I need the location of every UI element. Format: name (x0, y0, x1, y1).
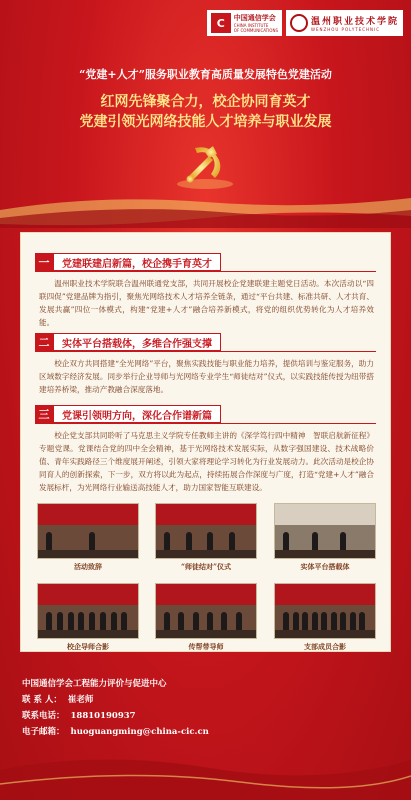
photo-person (164, 532, 170, 550)
photo-person (359, 612, 365, 630)
photo-person (178, 612, 184, 630)
photo-platform (274, 503, 376, 559)
section-2-title: 实体平台搭载体，多维合作强支撑 (53, 333, 221, 351)
photo-person (46, 612, 52, 630)
contact-footer (22, 676, 209, 740)
section-2-number: 二 (35, 333, 53, 351)
photo-person (89, 612, 95, 630)
photo-person (221, 612, 227, 630)
photo-branch-group (274, 583, 376, 639)
photo-person (78, 612, 84, 630)
photo-caption-3: 实体平台搭载体 (300, 562, 350, 571)
photo-mentors-group (37, 583, 139, 639)
party-emblem-icon (175, 140, 235, 190)
photo-person (100, 612, 106, 630)
section-1-divider (35, 271, 376, 272)
photo-caption-4: 校企导师合影 (67, 642, 109, 651)
contact-value: 崔老师 (67, 695, 94, 705)
photo-person (283, 532, 289, 550)
phone-value[interactable]: 18810190937 (70, 711, 136, 721)
photo-person (293, 612, 299, 630)
photo-person (340, 532, 346, 550)
email-label: 电子邮箱： (22, 727, 65, 737)
wzpt-logo-cn: 温州职业技术学院 (310, 17, 399, 27)
headline (0, 92, 411, 132)
wzpt-seal-icon (290, 14, 308, 32)
photo-person (186, 532, 192, 550)
ccic-logo-cn: 中国通信学会 (233, 14, 276, 22)
photo-person (229, 532, 235, 550)
photo-person (207, 532, 213, 550)
email-value[interactable]: huoguangming@china-cic.cn (70, 727, 209, 737)
photo-person (312, 612, 318, 630)
ccic-mark-icon: C (211, 13, 231, 33)
section-2-divider (35, 351, 376, 352)
section-3-number: 三 (35, 405, 53, 423)
photo-caption-5: 传帮带导师 (188, 642, 224, 651)
photo-person (207, 612, 213, 630)
section-2-header (35, 333, 221, 351)
ccic-logo-en-1: CHINA INSTITUTE (233, 23, 269, 28)
photo-caption-2: “师徒结对”仪式 (180, 562, 232, 571)
headline-line-1: 红网先锋聚合力，校企协同育英才 (100, 94, 311, 110)
photo-person (57, 612, 63, 630)
photo-person (340, 612, 346, 630)
photo-person (302, 612, 308, 630)
section-3-divider (35, 423, 376, 424)
contact-label: 联 系 人： (22, 695, 62, 705)
photo-person (193, 612, 199, 630)
photo-person (68, 612, 74, 630)
section-1-header (35, 253, 221, 271)
header-logos (207, 10, 403, 36)
section-1-number: 一 (35, 253, 53, 271)
phone-label: 联系电话： (22, 711, 65, 721)
photo-person (236, 612, 242, 630)
ccic-logo (207, 10, 282, 36)
photo-person (111, 612, 117, 630)
section-3-header (35, 405, 221, 423)
footer-decor-wave (0, 740, 411, 800)
photo-person (283, 612, 289, 630)
photo-person (121, 612, 127, 630)
photo-speech (37, 503, 139, 559)
photo-person (46, 532, 52, 550)
photo-person (89, 532, 95, 550)
section-3-text: 校企党支部共同聆听了马克思主义学院专任教师主讲的《深学笃行四中精神 智联启航新征程》专题党课。党课结合党的四中全会精神，基于光网络技术发展实际，从数字强国建设、技术战略价值、青年实践路径三个维度展开阐述，引领大家将理论学习转化为行业发展动力。此次活动是校企协同育人的创新探索，下一步，双方将以此为起点，持续拓展合作深度与广度，打造“党建+人才”融合发展标杆，为光网络行业输送高技能人才，助力国家智能互联建设。 (39, 431, 374, 492)
wzpt-logo-en: WENZHOU POLYTECHNIC (310, 27, 380, 32)
section-3-title: 党课引领明方向，深化合作谱新篇 (53, 405, 221, 423)
photo-person (312, 532, 318, 550)
footer-org: 中国通信学会工程能力评价与促进中心 (22, 679, 167, 689)
headline-line-2: 党建引领光网络技能人才培养与职业发展 (79, 114, 332, 130)
photo-caption-1: 活动致辞 (74, 562, 102, 571)
wzpt-logo (286, 10, 403, 36)
section-1-text: 温州职业技术学院联合温州联通党支部，共同开展校企党建联建主题党日活动。本次活动以“四联四促”党建品牌为指引，聚焦光网络技术人才培养全链条，通过“平台共建、标准共研、人才共育、发展共赢”四位一体模式，构建“党建+人才”融合培养新模式，将党的组织优势转化为人才培养效能。 (39, 279, 374, 327)
photo-mentorship (155, 503, 257, 559)
photo-person (321, 612, 327, 630)
section-1-title: 党建联建启新篇，校企携手育英才 (53, 253, 221, 271)
photo-person (164, 612, 170, 630)
photo-caption-6: 支部成员合影 (304, 642, 346, 651)
decor-ribbon (0, 188, 411, 228)
photo-person (331, 612, 337, 630)
section-2-text: 校企双方共同搭建“全光网络”平台，聚焦实践技能与职业能力培养，提供培训与鉴定服务，助力区域数字经济发展。同步举行企业导师与光网络专业学生“师徒结对”仪式，以实践技能传授为纽带搭建培养桥梁，推动产教融合深度落地。 (39, 359, 374, 394)
photo-mentors (155, 583, 257, 639)
content-card (20, 232, 391, 652)
ccic-logo-en-2: OF COMMUNICATIONS (233, 28, 278, 33)
event-title: “党建+人才”服务职业教育高质量发展特色党建活动 (79, 68, 332, 81)
photo-person (350, 612, 356, 630)
